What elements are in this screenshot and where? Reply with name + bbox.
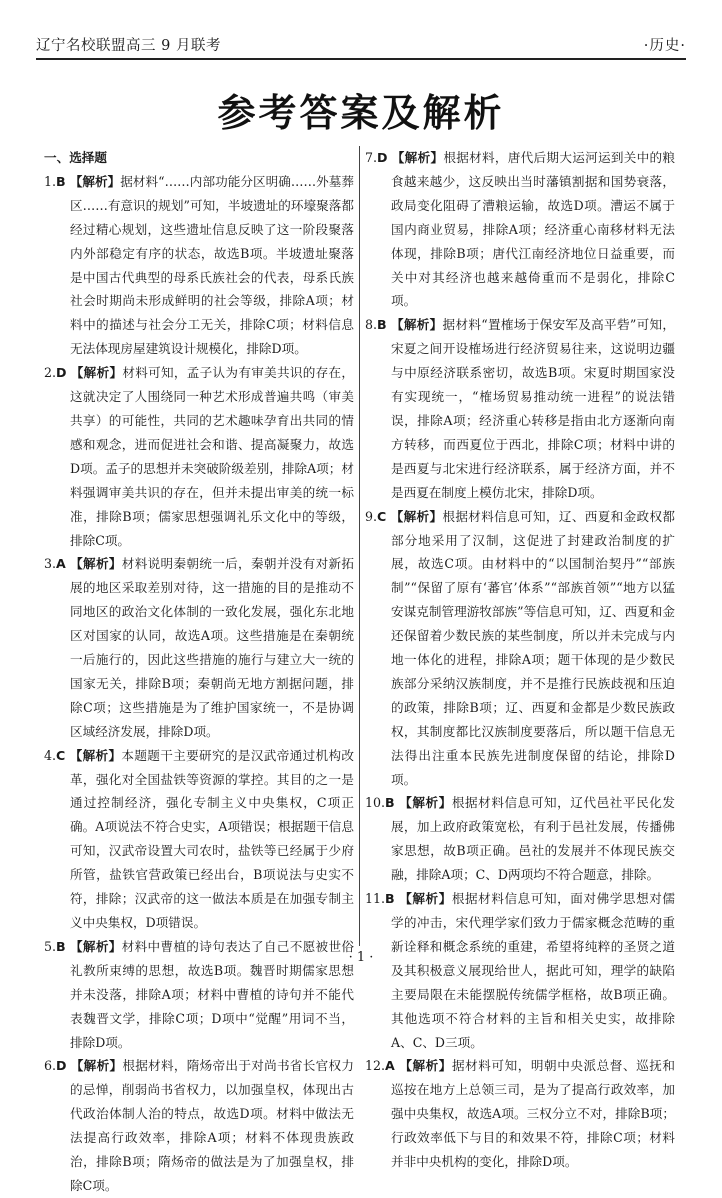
answer-letter: A xyxy=(385,1058,395,1074)
answer-letter: B xyxy=(56,173,66,189)
analysis-text: 本题题干主要研究的是汉武帝通过机构改革，强化对全国盐铁等资源的掌控。其目的之一是通过控制经济，强化专制主义中央集权，C项正确。A项说法不符合史实，A项错误；根据题干信息可知，汉武帝设置大司农时，盐铁等已经属于少府所管，盐铁官营政策已经出台，B项说法与史实不符，排除；汉武帝的这一做法本质是在加强专制主义中央集权，D项错误。 xyxy=(70,747,354,930)
question-number: 2. xyxy=(44,365,57,381)
answer-item xyxy=(365,887,675,1054)
answer-letter: C xyxy=(56,747,66,763)
answer-item xyxy=(365,146,675,313)
answer-item xyxy=(365,313,675,504)
question-number: 6. xyxy=(44,1058,57,1074)
analysis-text: 据材料“……内部功能分区明确……外墓葬区……有意识的规划”可知，半坡遗址的环壕聚落都经过精心规划，这些遗址信息反映了这一阶段聚落内外部稳定有序的状态，故选B项。半坡遗址聚落是中国古代典型的母系氏族社会的代表，母系氏族社会时期尚未形成鲜明的社会等级，排除A项；材料中的描述与社会分工无关，排除C项；材料信息无法体现房屋建筑设计规模化，排除D项。 xyxy=(70,173,354,357)
page-number: · 1 · xyxy=(348,950,374,965)
analysis-tag: 【解析】 xyxy=(69,938,122,954)
question-number: 9. xyxy=(365,508,378,524)
analysis-text: 根据材料，唐代后期大运河运到关中的粮食越来越少，这反映出当时藩镇割据和国势衰落，政局变化阻碍了漕粮运输，故选D项。漕运不属于国内商业贸易，排除A项；经济重心南移材料无法体现，排除B项；唐代江南经济地位日益重要，而关中对其经济也越来越倚重而不是弱化，排除C项。 xyxy=(391,150,675,309)
answer-letter: B xyxy=(377,317,387,333)
answer-letter: D xyxy=(377,150,388,165)
answer-item xyxy=(365,791,675,887)
answer-item xyxy=(44,552,354,743)
question-number: 12. xyxy=(365,1058,386,1074)
analysis-tag: 【解析】 xyxy=(69,747,122,763)
analysis-text: 根据材料，隋炀帝出于对尚书省长官权力的忌惮，削弱尚书省权力，以加强皇权，体现出古代政治体制人治的特点，故选D项。材料中做法无法提高行政效率，排除A项；材料不体现贵族政治，排除B项；隋炀帝的做法是为了加强皇权，排除C项。 xyxy=(70,1058,354,1193)
question-number: 3. xyxy=(44,556,57,572)
answer-letter: D xyxy=(56,365,67,381)
question-number: 8. xyxy=(365,317,378,333)
right-column xyxy=(365,146,675,1174)
analysis-text: 据材料可知，明朝中央派总督、巡抚和巡按在地方上总领三司，是为了提高行政效率，加强中央集权，故选A项。三权分立不对，排除B项；行政效率低下与目的和效果不符，排除C项；材料并非中央机构的变化，排除D项。 xyxy=(391,1058,676,1170)
answer-letter: B xyxy=(385,795,395,811)
exam-name: 辽宁名校联盟高三 9 月联考 xyxy=(36,38,221,54)
question-number: 4. xyxy=(44,747,57,763)
analysis-tag: 【解析】 xyxy=(390,508,443,524)
analysis-tag: 【解析】 xyxy=(391,150,444,165)
column-divider xyxy=(359,146,360,946)
analysis-text: 材料可知，孟子认为有审美共识的存在，这就决定了人围绕同一种艺术形成普遍共鸣（审美共享）的可能性，共同的艺术趣味孕育出共同的情感和观念，进而促进社会和谐、提高凝聚力，故选D项。孟子的思想并未突破阶级差别，排除A项；材料强调审美共识的存在，但并未提出审美的统一标准，排除B项；儒家思想强调礼乐文化中的等级，排除C项。 xyxy=(70,365,354,548)
analysis-tag: 【解析】 xyxy=(69,173,121,189)
analysis-text: 据材料“置榷场于保安军及高平砦”可知，宋夏之间开设榷场进行经济贸易往来，这说明边疆与中原经济联系密切，故选B项。宋夏时期国家没有实现统一，“榷场贸易推动统一进程”的说法错误，排除A项；经济重心转移是指由北方逐渐向南方转移，而西夏位于西北，排除C项；材料中讲的是西夏与北宋进行经济联系，属于经济方面，并不是西夏在制度上模仿北宋，排除D项。 xyxy=(391,317,675,500)
page-title: 参考答案及解析 xyxy=(217,91,505,135)
subject-label: ·历史· xyxy=(643,38,686,54)
answer-item xyxy=(44,1054,354,1197)
question-number: 7. xyxy=(365,150,378,165)
analysis-text: 材料中曹植的诗句表达了自己不愿被世俗礼教所束缚的思想，故选B项。魏晋时期儒家思想并未没落，排除A项；材料中曹植的诗句并不能代表魏晋文学，排除C项；D项中“觉醒”用词不当，排除D项。 xyxy=(70,938,355,1050)
analysis-tag: 【解析】 xyxy=(399,795,452,811)
answer-item xyxy=(365,1054,675,1174)
left-column xyxy=(44,146,354,1198)
analysis-tag: 【解析】 xyxy=(399,891,452,907)
page-header xyxy=(36,30,686,60)
analysis-tag: 【解析】 xyxy=(70,1058,123,1074)
analysis-text: 材料说明秦朝统一后，秦朝并没有对新拓展的地区采取差别对待，这一措施的目的是推动不同地区的政治文化体制的一致化发展，强化东北地区对国家的认同，故选A项。这些措施是在秦朝统一后施行的，因此这些措施的施行与建立大一统的国家无关，排除B项；秦朝尚无地方割据问题，排除C项；这些措施是为了维护国家统一，不是协调区域经济发展，排除D项。 xyxy=(70,556,355,739)
analysis-tag: 【解析】 xyxy=(70,365,123,381)
answer-letter: B xyxy=(56,938,66,954)
answer-item xyxy=(44,744,354,935)
answer-item xyxy=(44,361,354,552)
answer-letter: D xyxy=(56,1058,67,1074)
analysis-tag: 【解析】 xyxy=(70,556,122,572)
answer-letter: C xyxy=(377,508,387,524)
analysis-text: 根据材料信息可知，面对佛学思想对儒学的冲击，宋代理学家们致力于儒家概念范畴的重新诠释和概念系统的重建，希望将纯粹的圣贤之道及其积极意义展现给世人，据此可知，理学的缺陷主要局限在未能摆脱传统儒学框格，故B项正确。其他选项不符合材料的主旨和相关史实，故排除A、C、D三项。 xyxy=(391,891,676,1050)
question-number: 11. xyxy=(365,891,386,907)
section-title: 一、选择题 xyxy=(44,150,107,165)
answer-letter: A xyxy=(56,556,66,572)
answer-item xyxy=(44,170,354,361)
answer-letter: B xyxy=(385,891,395,907)
analysis-text: 根据材料信息可知，辽、西夏和金政权都部分地采用了汉制，这促进了封建政治制度的扩展，故选C项。由材料中的“以国制治契丹”“部族制”“保留了原有‘蕃官’体系”“部族首领”“地方以猛安谋克制管理游牧部族”等信息可知，辽、西夏和金还保留着少数民族的某些制度，所以并未完成与内地一体化的进程，排除A项；题干体现的是少数民族部分采纳汉族制度，并不是推行民族歧视和压迫的政策，排除B项；辽、西夏和金都是少数民族政权，其制度都比汉族制度要落后，所以题干信息无法得出注重本民族先进制度保留的结论，排除D项。 xyxy=(391,508,675,787)
question-number: 10. xyxy=(365,795,386,811)
analysis-tag: 【解析】 xyxy=(399,1058,452,1074)
analysis-tag: 【解析】 xyxy=(390,317,443,333)
question-number: 1. xyxy=(44,173,57,189)
question-number: 5. xyxy=(44,938,57,954)
answer-item xyxy=(365,505,675,792)
analysis-text: 根据材料信息可知，辽代邑社平民化发展，加上政府政策宽松，有利于邑社发展，传播佛家思想，故B项正确。邑社的发展并不体现民族交融，排除A项；C、D两项均不符合题意，排除。 xyxy=(391,795,676,883)
